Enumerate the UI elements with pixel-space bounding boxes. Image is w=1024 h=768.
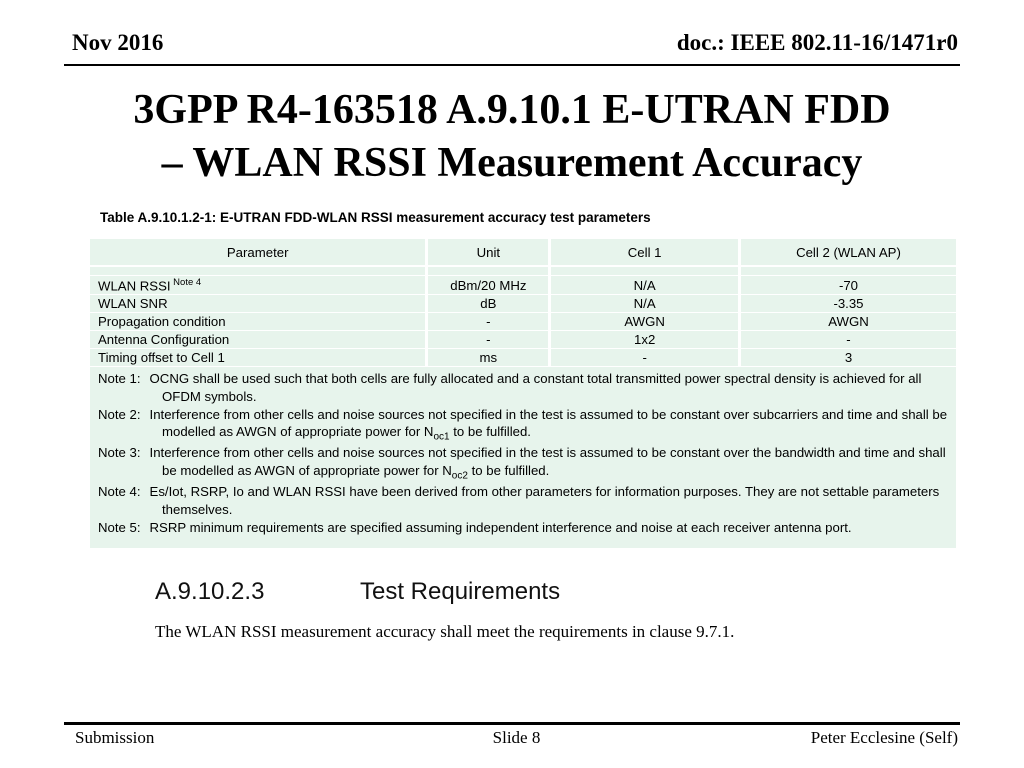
section-body-text: The WLAN RSSI measurement accuracy shall meet the requirements in clause 9.7.1.	[155, 622, 735, 641]
cell2-value-cell: 3	[739, 349, 956, 367]
parameter-cell: WLAN SNR	[90, 295, 427, 313]
note-label: Note 1:	[98, 371, 141, 387]
note-text: to be fulfilled.	[449, 424, 531, 440]
spacer-cell	[550, 266, 740, 276]
unit-cell: ms	[427, 349, 550, 367]
table-header-row	[90, 239, 956, 266]
table-row	[90, 276, 956, 295]
note-text: OCNG shall be used such that both cells are fully allocated and a constant total transmitted power spectral density is achieved for all OFDM symbols.	[149, 371, 922, 405]
cell2-value-cell: AWGN	[739, 313, 956, 331]
parameter-cell: Propagation condition	[90, 313, 427, 331]
spacer-cell	[427, 266, 550, 276]
footer-slide-number: Slide 8	[492, 728, 541, 747]
column-header-unit: Unit	[427, 239, 550, 266]
cell1-value-cell: 1x2	[550, 331, 740, 349]
unit-cell: -	[427, 313, 550, 331]
footer-author: Peter Ecclesine (Self)	[810, 728, 958, 747]
cell1-value-cell: -	[550, 349, 740, 367]
cell2-value-cell: -3.35	[739, 295, 956, 313]
parameters-table	[90, 239, 956, 367]
cell1-value-cell: N/A	[550, 295, 740, 313]
cell2-value-cell: -	[739, 331, 956, 349]
column-header-cell1: Cell 1	[550, 239, 740, 266]
note-text: Es/Iot, RSRP, Io and WLAN RSSI have been derived from other parameters for information purposes. They are not settable parameters themselves.	[149, 484, 940, 517]
header-rule	[64, 64, 960, 66]
unit-cell: -	[427, 331, 550, 349]
parameter-cell: WLAN RSSI $^{Note 4}$	[90, 276, 427, 295]
table-caption: Table A.9.10.1.2-1: E-UTRAN FDD-WLAN RSSI measurement accuracy test parameters	[100, 210, 651, 225]
unit-cell: dBm/20 MHz	[427, 276, 550, 295]
parameters-table-block	[90, 239, 956, 548]
section-number: A.9.10.2.3	[155, 578, 265, 605]
slide-title-line1: 3GPP R4-163518 A.9.10.1 E-UTRAN FDD	[133, 87, 891, 133]
table-spacer-row	[90, 266, 956, 276]
note-text: Interference from other cells and noise sources not specified in the test is assumed to be constant over the bandwidth and time and shall be modelled as AWGN of appropriate power for N	[149, 445, 946, 479]
note-text: to be fulfilled.	[467, 463, 550, 479]
slide-title-line2: – WLAN RSSI Measurement Accuracy	[161, 139, 863, 186]
unit-cell: dB	[427, 295, 550, 313]
header-doc-number: doc.: IEEE 802.11-16/1471r0	[676, 30, 958, 55]
table-body	[90, 276, 956, 367]
note-label: Note 3:	[98, 445, 141, 461]
column-header-parameter: Parameter	[90, 239, 427, 266]
section-title: Test Requirements	[360, 578, 561, 605]
table-row	[90, 295, 956, 313]
note-label: Note 4:	[98, 484, 141, 500]
note-label: Note 5:	[98, 519, 141, 535]
note-text: Interference from other cells and noise sources not specified in the test is assumed to be constant over subcarriers and time and shall be modelled as AWGN of appropriate power for N	[149, 406, 948, 440]
table-note	[90, 444, 950, 483]
table-note	[90, 370, 950, 405]
table-row	[90, 331, 956, 349]
table-note	[90, 519, 950, 537]
note-label: Note 2:	[98, 406, 141, 422]
parameter-cell: Antenna Configuration	[90, 331, 427, 349]
parameter-cell: Timing offset to Cell 1	[90, 349, 427, 367]
table-note	[90, 406, 950, 445]
header-date: Nov 2016	[72, 30, 164, 55]
note-subscript: oc2	[451, 470, 468, 482]
table-notes	[90, 367, 956, 542]
table-row	[90, 349, 956, 367]
spacer-cell	[739, 266, 956, 276]
footer-submission: Submission	[75, 728, 155, 747]
table-row	[90, 313, 956, 331]
note-reference: Note 4	[170, 277, 202, 288]
cell2-value-cell: -70	[739, 276, 956, 295]
slide-header	[72, 30, 958, 56]
cell1-value-cell: N/A	[550, 276, 740, 295]
footer-rule	[64, 722, 960, 725]
table-note	[90, 483, 950, 518]
cell1-value-cell: AWGN	[550, 313, 740, 331]
slide-title	[40, 84, 984, 190]
note-subscript: oc1	[433, 432, 450, 444]
spacer-cell	[90, 266, 427, 276]
column-header-cell2: Cell 2 (WLAN AP)	[739, 239, 956, 266]
note-text: RSRP minimum requirements are specified assuming independent interference and noise at each receiver antenna port.	[149, 519, 852, 535]
